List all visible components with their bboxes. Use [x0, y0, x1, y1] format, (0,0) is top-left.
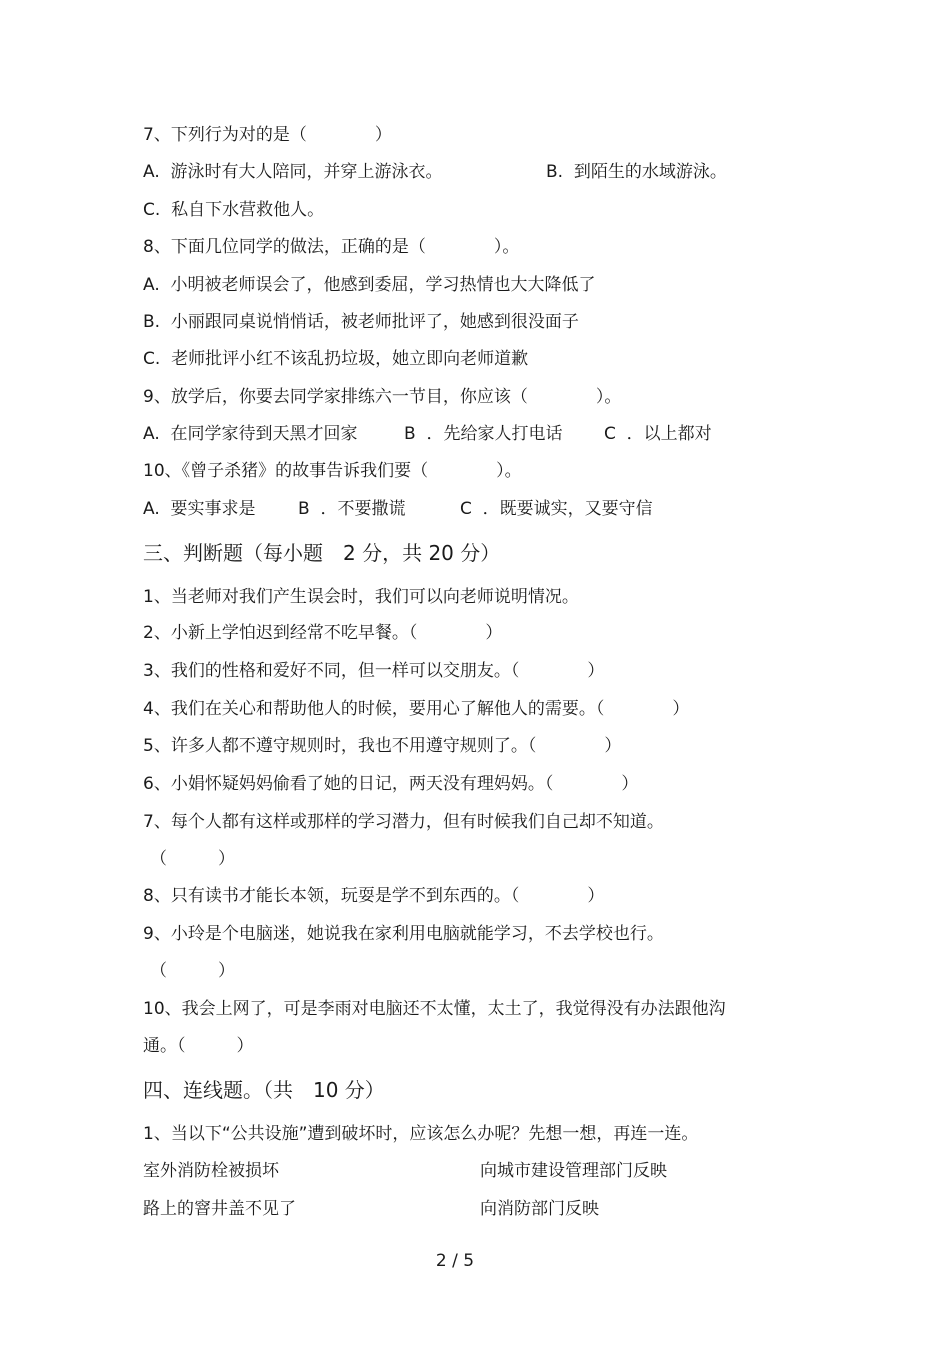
judgement-item: 7、每个人都有这样或那样的学习潜力，但有时候我们自己却不知道。: [143, 812, 664, 832]
q7-option-b: B. 到陌生的水域游泳。: [546, 162, 727, 182]
section-3-title: 三、判断题（每小题 2 分，共 20 分）: [143, 541, 501, 565]
judgement-item: 8、只有读书才能长本领，玩耍是学不到东西的。（ ）: [143, 886, 605, 906]
judgement-item: 4、我们在关心和帮助他人的时候，要用心了解他人的需要。（ ）: [143, 699, 690, 719]
q8-stem: 8、下面几位同学的做法，正确的是（ ）。: [143, 237, 520, 257]
matching-right-item: 向城市建设管理部门反映: [480, 1161, 667, 1181]
judgement-item: 9、小玲是个电脑迷，她说我在家利用电脑就能学习，不去学校也行。: [143, 924, 664, 944]
q7-stem: 7、下列行为对的是（ ）: [143, 125, 392, 145]
q10-stem: 10、《曾子杀猪》的故事告诉我们要（ ）。: [143, 461, 522, 481]
q9-option-c: C ．以上都对: [604, 424, 712, 444]
q10-option-c: C ．既要诚实，又要守信: [460, 499, 653, 519]
q9-option-b: B ．先给家人打电话: [404, 424, 563, 444]
q8-option-b: B. 小丽跟同桌说悄悄话，被老师批评了，她感到很没面子: [143, 312, 579, 332]
judgement-item: 1、当老师对我们产生误会时，我们可以向老师说明情况。: [143, 587, 579, 607]
matching-right-item: 向消防部门反映: [480, 1199, 599, 1219]
matching-left-item: 室外消防栓被损坏: [143, 1161, 279, 1181]
q10-option-b: B ．不要撒谎: [298, 499, 406, 519]
judgement-item: 通。（ ）: [143, 1036, 254, 1056]
q9-option-a: A. 在同学家待到天黑才回家: [143, 424, 358, 444]
judgement-item: 10、我会上网了，可是李雨对电脑还不太懂，太土了，我觉得没有办法跟他沟: [143, 999, 726, 1019]
q10-option-a: A. 要实事求是: [143, 499, 256, 519]
judgement-item: 3、我们的性格和爱好不同，但一样可以交朋友。（ ）: [143, 661, 605, 681]
q7-option-c: C. 私自下水营救他人。: [143, 200, 325, 220]
judgement-item: 2、小新上学怕迟到经常不吃早餐。（ ）: [143, 623, 503, 643]
q7-option-a: A. 游泳时有大人陪同，并穿上游泳衣。: [143, 162, 443, 182]
judgement-item: （ ）: [150, 961, 235, 981]
judgement-item: 5、许多人都不遵守规则时，我也不用遵守规则了。（ ）: [143, 736, 622, 756]
matching-question: 1、当以下“公共设施”遭到破坏时，应该怎么办呢？先想一想，再连一连。: [143, 1124, 699, 1144]
q8-option-c: C. 老师批评小红不该乱扔垃圾，她立即向老师道歉: [143, 349, 529, 369]
judgement-item: （ ）: [150, 849, 235, 869]
q8-option-a: A. 小明被老师误会了，他感到委屈，学习热情也大大降低了: [143, 275, 596, 295]
page-number: 2 / 5: [435, 1251, 475, 1271]
matching-left-item: 路上的窨井盖不见了: [143, 1199, 296, 1219]
section-4-title: 四、连线题。（共 10 分）: [143, 1078, 385, 1102]
judgement-item: 6、小娟怀疑妈妈偷看了她的日记，两天没有理妈妈。（ ）: [143, 774, 639, 794]
q9-stem: 9、放学后，你要去同学家排练六一节目，你应该（ ）。: [143, 387, 622, 407]
